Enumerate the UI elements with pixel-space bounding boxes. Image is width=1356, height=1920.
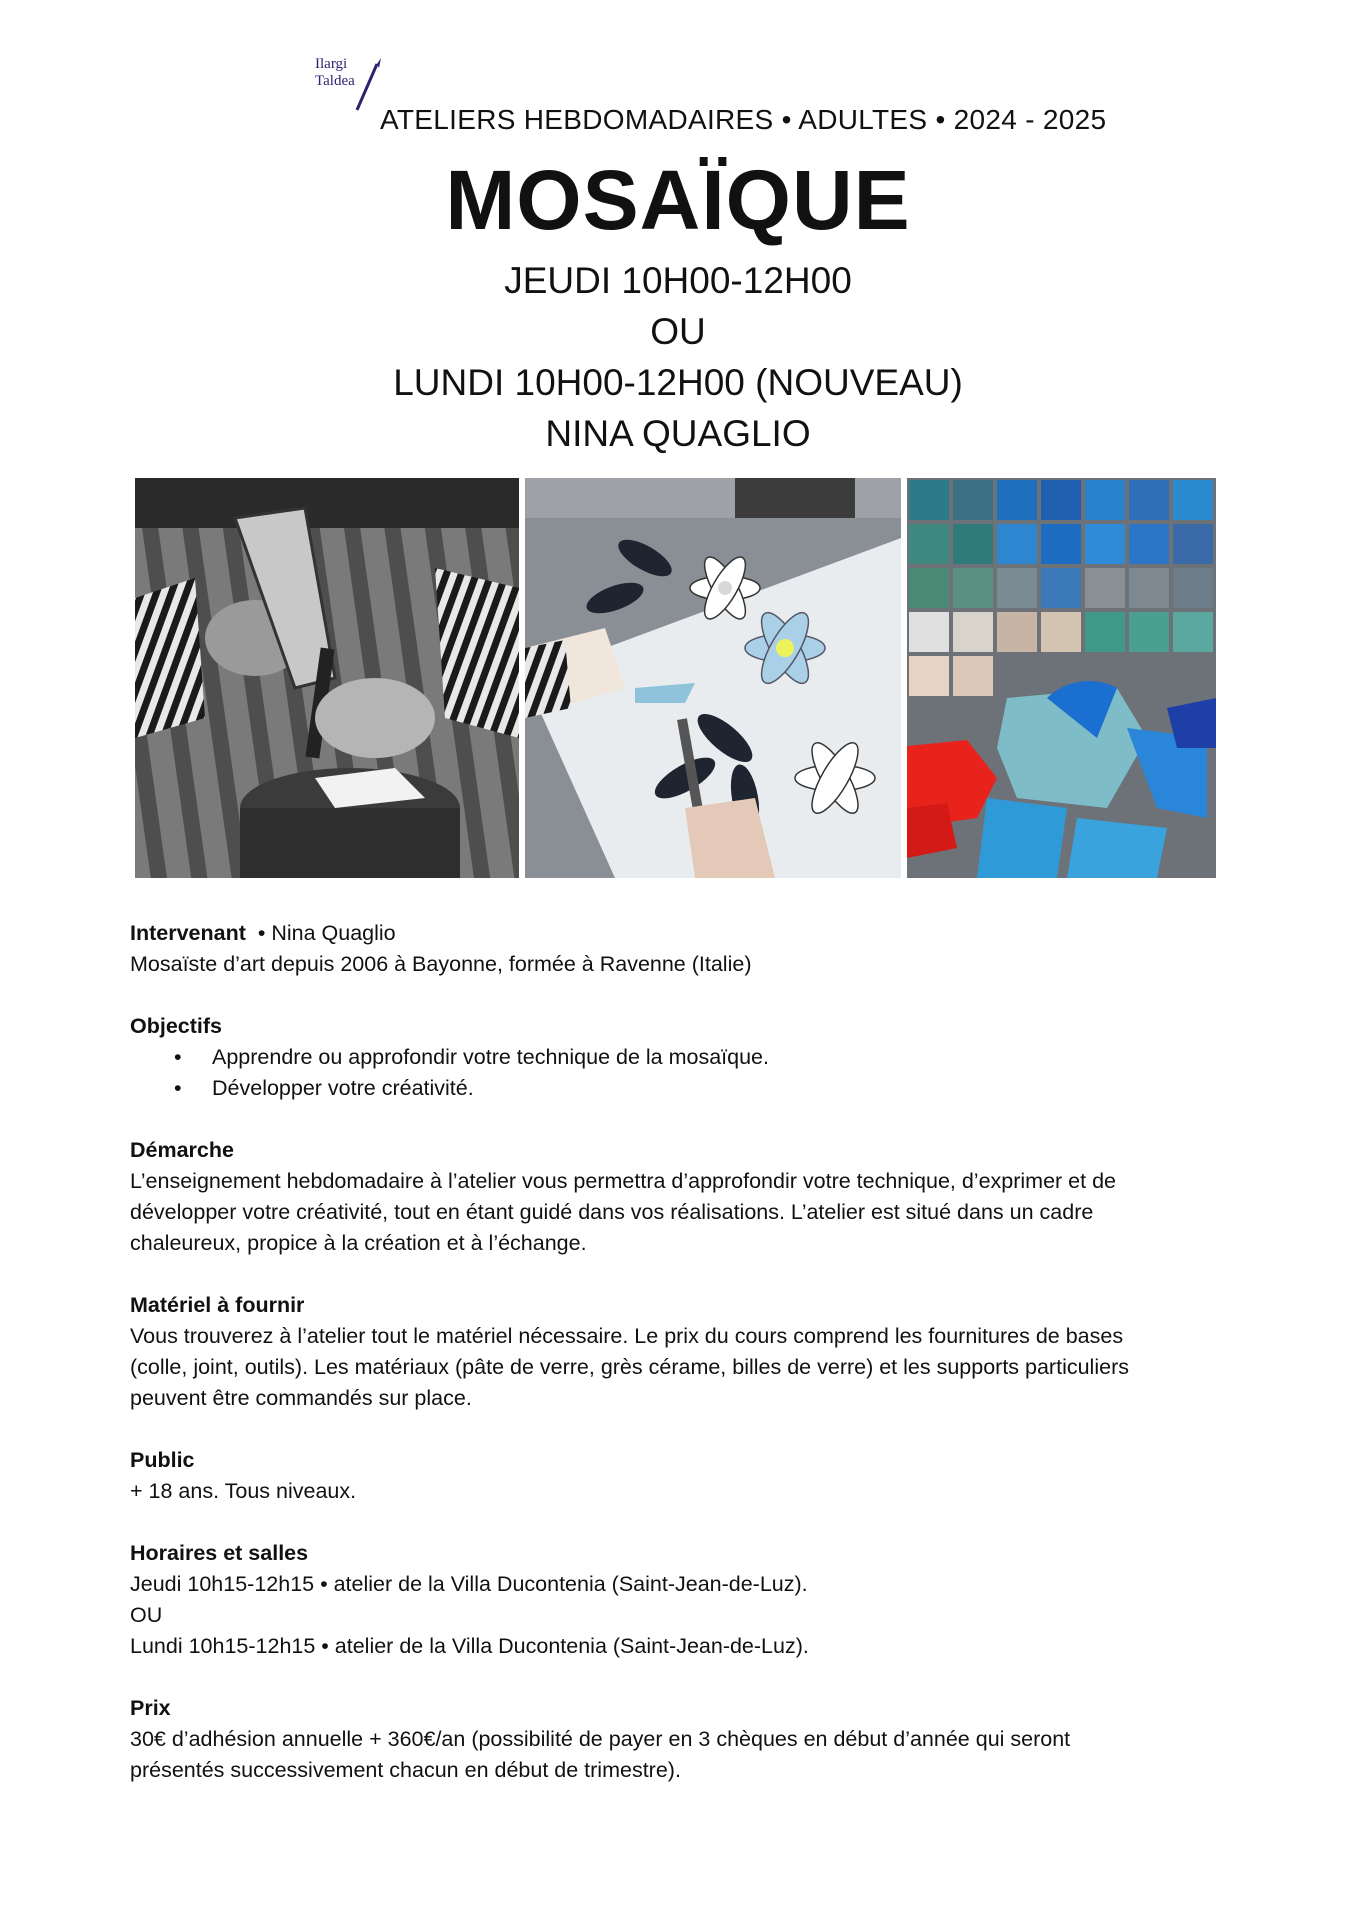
section-objectifs <box>130 1011 1230 1104</box>
text-line: chaleureux, propice à la création et à l’échange. <box>130 1231 587 1255</box>
text-line: + 18 ans. Tous niveaux. <box>130 1479 357 1503</box>
section-heading: Intervenant <box>130 921 246 945</box>
section-materiel <box>130 1290 1230 1414</box>
intervenant-line <box>130 918 1230 949</box>
section-intervenant <box>130 918 1230 980</box>
schedule-line: NINA QUAGLIO <box>545 413 811 454</box>
schedule-line: OU <box>650 311 706 352</box>
photo-flower-mosaic-work <box>525 478 901 878</box>
series-subtitle: ATELIERS HEBDOMADAIRES • ADULTES • 2024 - 2025 <box>380 104 1107 135</box>
section-demarche <box>130 1135 1230 1259</box>
logo-line-1: Ilargi <box>315 56 348 72</box>
section-heading: Public <box>130 1448 195 1472</box>
schedule-line: LUNDI 10H00-12H00 (NOUVEAU) <box>393 362 963 403</box>
text-line: L’enseignement hebdomadaire à l’atelier vous permettra d’approfondir votre technique, d’exprimer et de <box>130 1169 1116 1193</box>
section-heading: Horaires et salles <box>130 1541 309 1565</box>
intervenant-name: • Nina Quaglio <box>245 921 396 945</box>
text-line: développer votre créativité, tout en étant guidé dans vos réalisations. L’atelier est situé dans un cadre <box>130 1200 1094 1224</box>
section-heading: Prix <box>130 1696 171 1720</box>
text-line: 30€ d’adhésion annuelle + 360€/an (possibilité de payer en 3 chèques en début d’année qui seront <box>130 1727 1071 1751</box>
section-heading: Matériel à fournir <box>130 1293 305 1317</box>
text-line: Jeudi 10h15-12h15 • atelier de la Villa Ducontenia (Saint-Jean-de-Luz). <box>130 1572 808 1596</box>
ilargi-taldea-logo <box>285 48 385 138</box>
text-line: (colle, joint, outils). Les matériaux (pâte de verre, grès cérame, billes de verre) et les supports particuliers <box>130 1355 1129 1379</box>
intervenant-bio: Mosaïste d’art depuis 2006 à Bayonne, formée à Ravenne (Italie) <box>130 952 752 976</box>
photo-strip <box>135 478 1216 878</box>
logo-text <box>315 56 355 90</box>
schedule-line: JEUDI 10H00-12H00 <box>504 260 852 301</box>
text-line: peuvent être commandés sur place. <box>130 1386 472 1410</box>
photo-colored-tiles <box>907 478 1216 878</box>
section-public <box>130 1445 1230 1507</box>
logo-line-2: Taldea <box>315 73 355 89</box>
section-horaires <box>130 1538 1230 1662</box>
list-item: • Développer votre créativité. <box>130 1073 1230 1104</box>
text-line: Lundi 10h15-12h15 • atelier de la Villa Ducontenia (Saint-Jean-de-Luz). <box>130 1634 809 1658</box>
course-details <box>130 918 1230 1817</box>
section-prix <box>130 1693 1230 1786</box>
text-line: Vous trouverez à l’atelier tout le matériel nécessaire. Le prix du cours comprend les fournitures de bases <box>130 1324 1124 1348</box>
page-title: MOSAÏQUE <box>445 153 911 247</box>
text-line: OU <box>130 1603 163 1627</box>
objectifs-list <box>130 1042 1230 1104</box>
photo-hammer-cutting-tile <box>135 478 519 878</box>
schedule-block <box>0 255 1356 459</box>
list-item: • Apprendre ou approfondir votre technique de la mosaïque. <box>130 1042 1230 1073</box>
section-heading: Objectifs <box>130 1014 222 1038</box>
text-line: présentés successivement chacun en début de trimestre). <box>130 1758 681 1782</box>
section-heading: Démarche <box>130 1138 234 1162</box>
